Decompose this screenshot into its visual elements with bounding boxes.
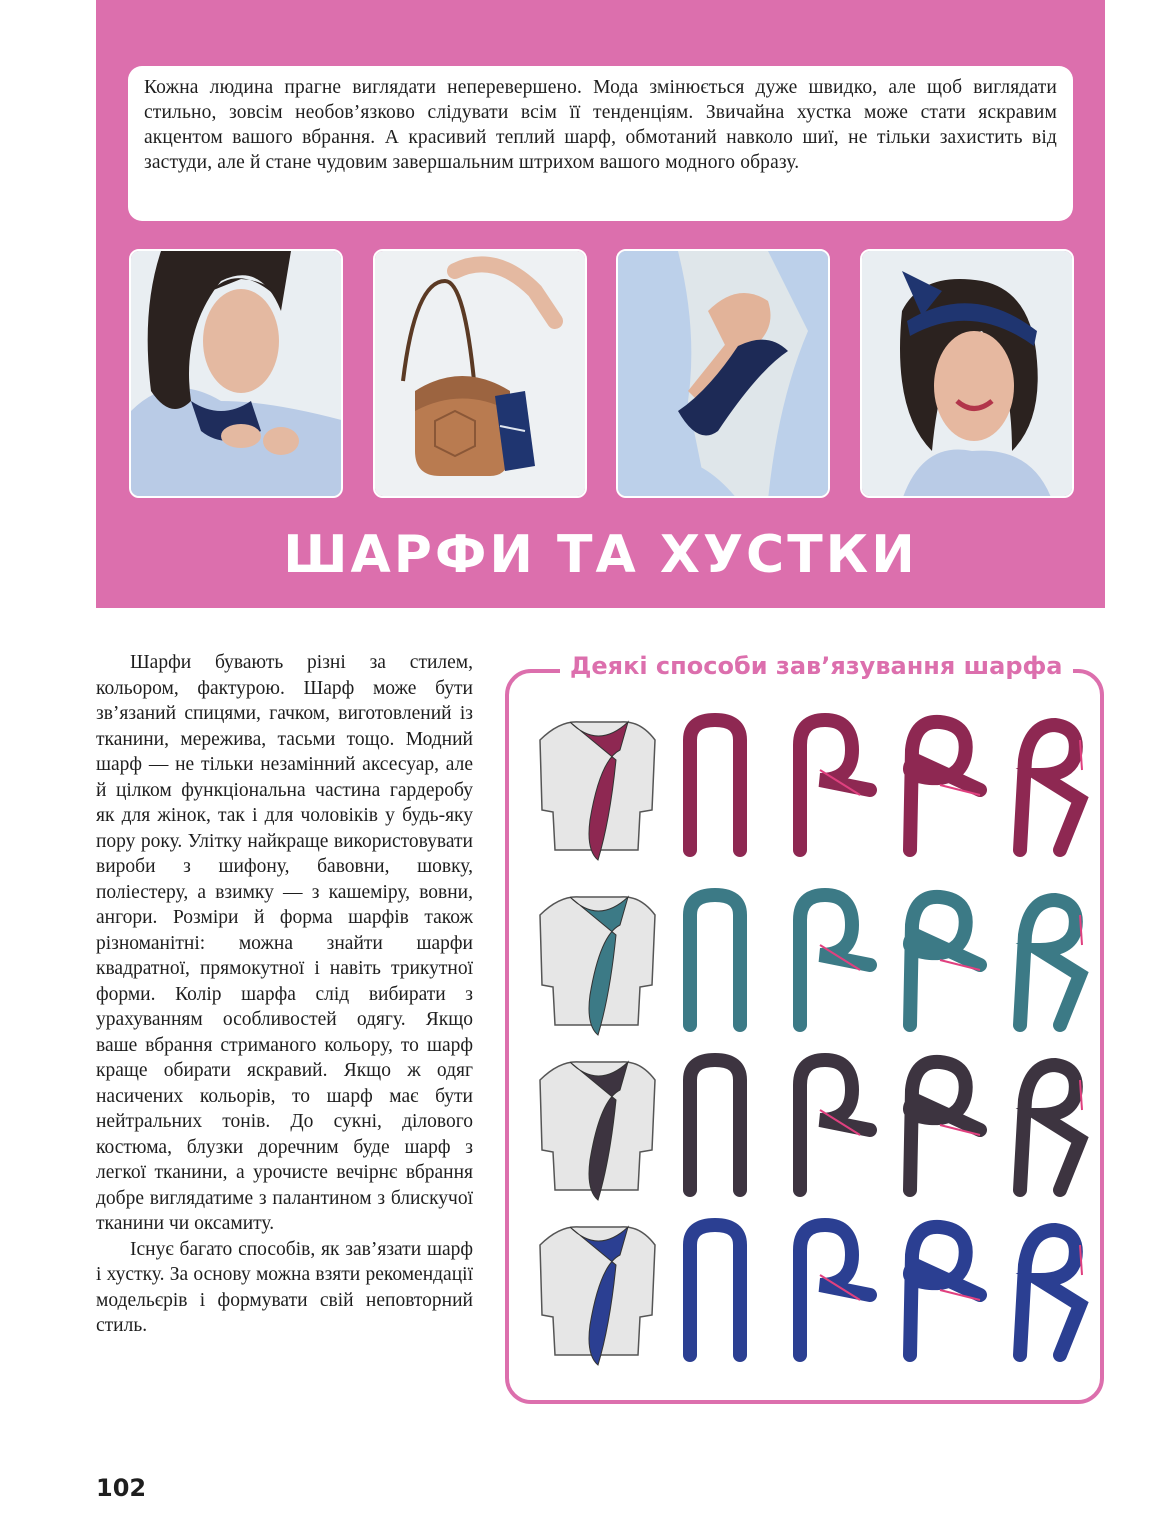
- step-4-scarf: [1020, 725, 1080, 850]
- body-paragraph-2: Існує багато способів, як зав’язати шарф і хустку. За основу можна взяти рекомендації модельєрів і формувати свій неповторний стиль.: [96, 1238, 473, 1336]
- step-1-scarf: [690, 1060, 740, 1190]
- howto-row-4: [540, 1225, 1082, 1365]
- howto-illustrations: [520, 690, 1092, 1390]
- step-2-scarf: [800, 720, 870, 850]
- intro-text: Кожна людина прагне виглядати неперевершено. Мода змінюється дуже швидко, але щоб виглядати стильно, зовсім необов’язково слідувати всім її тенденціям. Звичайна хустка може стати яскравим акцентом вашого вбрання. А красивий теплий шарф, обмотаний навколо шиї, не тільки захистить від застуди, але й стане чудовим завершальним штрихом вашого модного образу.: [144, 77, 1057, 173]
- photo-headband-scarf: [860, 249, 1074, 498]
- step-4-scarf: [1020, 1065, 1080, 1190]
- howto-row-3: [540, 1060, 1082, 1200]
- step-1-scarf: [690, 895, 740, 1025]
- howto-title: Деякі способи зав’язування шарфа: [560, 648, 1073, 688]
- page-number: 102: [96, 1474, 147, 1502]
- step-2-scarf: [800, 1225, 870, 1355]
- photo-wrist-scarf: [616, 249, 830, 498]
- body-paragraph-1: Шарфи бувають різні за стилем, кольором, фактурою. Шарф може бути зв’язаний спицями, гачком, виготовлений із тканини, мережива, тасьми тощо. Модний шарф — не тільки незамінний аксесуар, але й цілком функціональна частина гардеробу як для жінок, так і для чоловіків у будь-яку пору року. Улітку найкраще використовувати вироби з шифону, бавовни, шовку, поліестеру, а взимку — з кашеміру, вовни, ангори. Розміри й форма шарфів також різноманітні: можна знайти шарфи квадратної, прямокутної і навіть трикутної форми. Колір шарфа слід вибирати з урахуванням особливостей одягу. Якщо ваше вбрання стриманого кольору, то шарф краще обирати яскравий. Якщо ж одяг насичених кольорів, то шарф має бути нейтральних тонів. До сукні, ділового костюма, блузки доречним буде шарф з легкої тканини, а урочисте вечірнє вбрання добре виглядатиме з палантином з блискучої тканини чи оксамиту.: [96, 652, 473, 1234]
- howto-row-2: [540, 895, 1082, 1035]
- step-4-scarf: [1020, 1230, 1080, 1355]
- page-title: ШАРФИ ТА ХУСТКИ: [283, 525, 918, 585]
- photo-bag-scarf: [373, 249, 587, 498]
- step-1-scarf: [690, 1225, 740, 1355]
- step-2-scarf: [800, 895, 870, 1025]
- intro-box: [128, 66, 1073, 221]
- howto-row-1: [540, 720, 1082, 860]
- body-text: [96, 650, 473, 1339]
- photo-neck-scarf: [129, 249, 343, 498]
- step-2-scarf: [800, 1060, 870, 1190]
- step-1-scarf: [690, 720, 740, 850]
- step-4-scarf: [1020, 900, 1080, 1025]
